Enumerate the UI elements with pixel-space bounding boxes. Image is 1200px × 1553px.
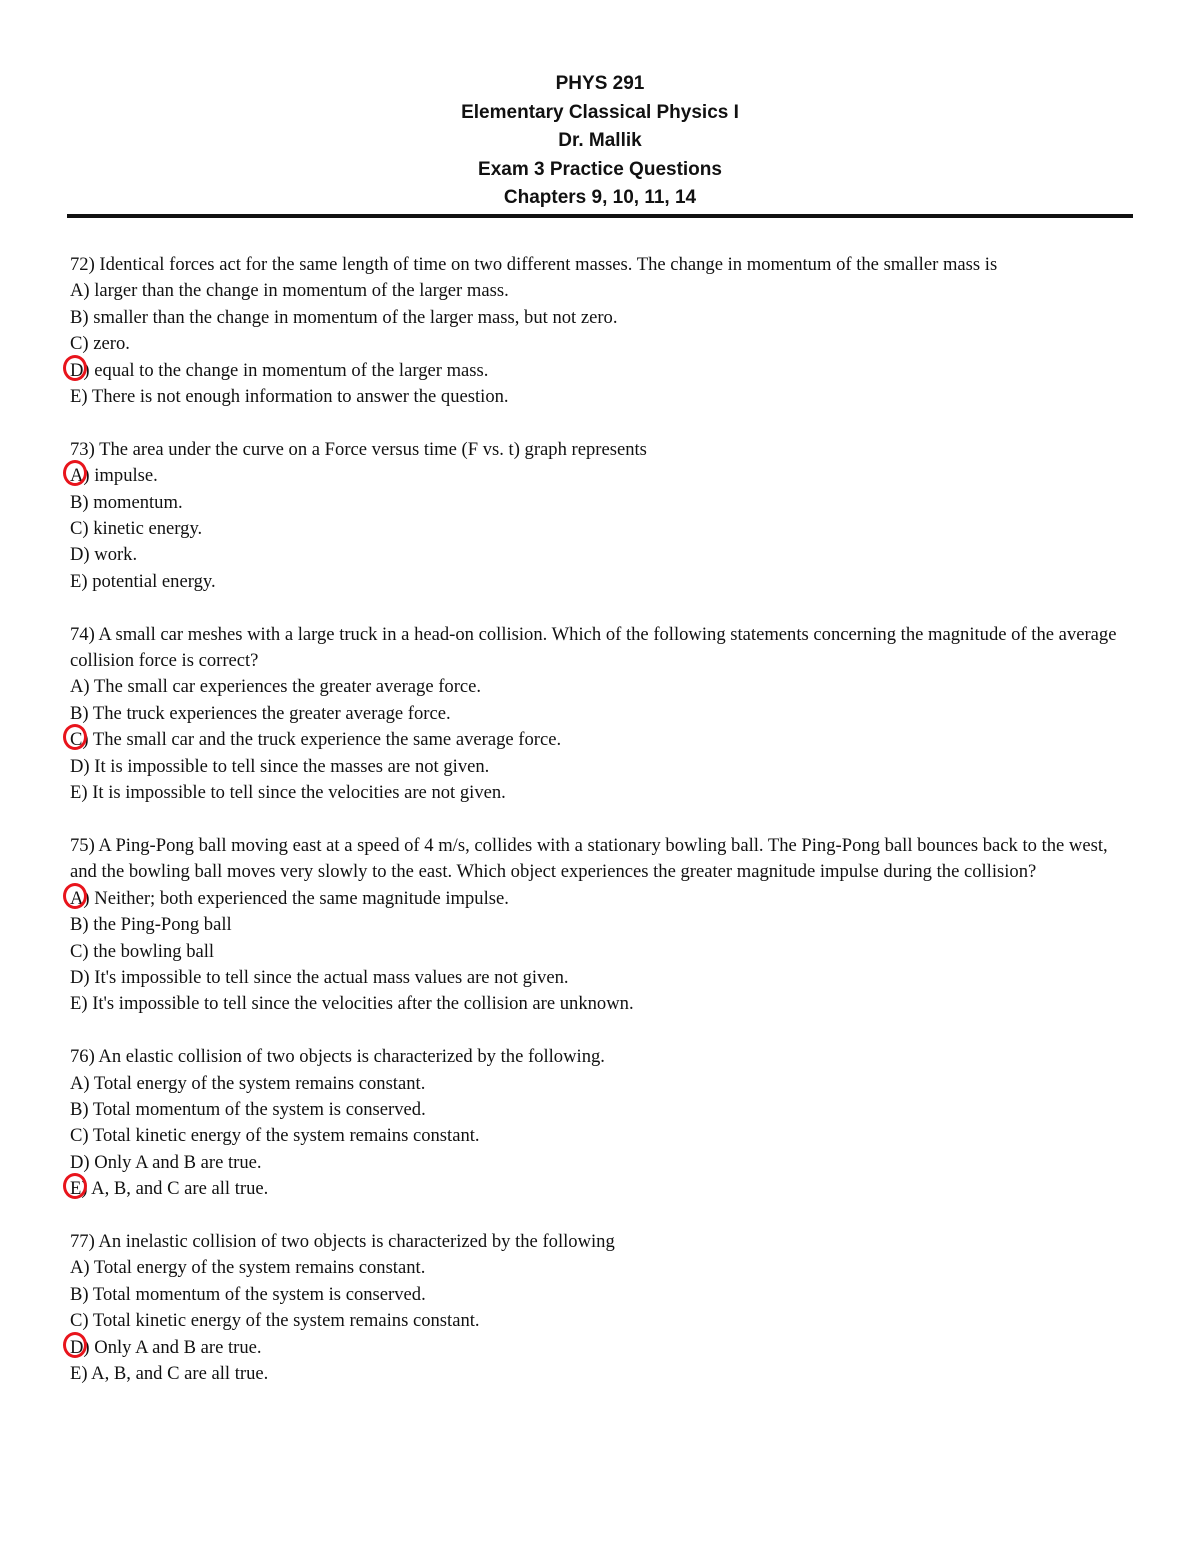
answer-option [70, 939, 1130, 965]
question-stem: 77) An inelastic collision of two objects is characterized by the following [70, 1230, 615, 1252]
answer-option [70, 278, 1130, 304]
question-block [70, 252, 1130, 410]
answer-option-text: C) zero. [70, 333, 130, 355]
answer-option-text: D) Only A and B are true. [70, 1151, 262, 1173]
answer-option-text: B) momentum. [70, 491, 183, 513]
answer-option [70, 358, 1130, 384]
answer-option-text: E) A, B, and C are all true. [70, 1362, 269, 1384]
answer-option [70, 1335, 1130, 1361]
answer-option-text: E) A, B, and C are all true. [70, 1178, 269, 1200]
question-stem: 75) A Ping-Pong ball moving east at a speed of 4 m/s, collides with a stationary bowling ball. The Ping-Pong ball bounces back to the west, and the bowling ball moves very slowly to the east. Which object experiences the greater magnitude impulse during the collision? [70, 834, 1108, 883]
answer-option-text: D) It is impossible to tell since the masses are not given. [70, 755, 490, 777]
question-block [70, 1044, 1130, 1202]
course-title: Elementary Classical Physics I [461, 101, 739, 123]
answer-option-text: B) smaller than the change in momentum of the larger mass, but not zero. [70, 306, 618, 328]
answer-option-text: C) The small car and the truck experience the same average force. [70, 729, 562, 751]
question-stem: 72) Identical forces act for the same length of time on two different masses. The change in momentum of the smaller mass is [70, 254, 998, 275]
answer-option [70, 384, 1130, 410]
answer-option [70, 516, 1130, 542]
answer-option-text: A) Total energy of the system remains constant. [70, 1072, 426, 1094]
answer-option-text: B) Total momentum of the system is conserved. [70, 1283, 426, 1305]
answer-option [70, 780, 1130, 806]
exam-title: Exam 3 Practice Questions [478, 158, 722, 180]
answer-option-text: A) impulse. [70, 465, 158, 487]
answer-option [70, 1282, 1130, 1308]
answer-option [70, 1097, 1130, 1123]
answer-option [70, 701, 1130, 727]
answer-option [70, 1123, 1130, 1149]
answer-option [70, 1176, 1130, 1202]
answer-option-text: B) Total momentum of the system is conserved. [70, 1098, 426, 1120]
answer-option-text: D) Only A and B are true. [70, 1336, 262, 1358]
document-header [0, 70, 1200, 213]
chapters-line: Chapters 9, 10, 11, 14 [503, 187, 697, 208]
answer-option-text: A) The small car experiences the greater average force. [70, 676, 482, 698]
answer-option [70, 305, 1130, 331]
questions-list [70, 252, 1130, 1414]
answer-option [70, 490, 1130, 516]
answer-option [70, 1071, 1130, 1097]
answer-option [70, 886, 1130, 912]
answer-option-text: A) Neither; both experienced the same magnitude impulse. [70, 887, 509, 909]
question-stem: 74) A small car meshes with a large truck in a head-on collision. Which of the following statements concerning the magnitude of the average collision force is correct? [70, 623, 1117, 672]
answer-option [70, 912, 1130, 938]
answer-option [70, 1308, 1130, 1334]
answer-option-text: D) work. [70, 544, 138, 566]
answer-option-text: E) There is not enough information to answer the question. [70, 386, 509, 408]
answer-option [70, 463, 1130, 489]
question-block [70, 622, 1130, 807]
answer-option-text: C) Total kinetic energy of the system remains constant. [70, 1125, 480, 1147]
answer-option [70, 1150, 1130, 1176]
answer-option [70, 965, 1130, 991]
answer-option [70, 1361, 1130, 1387]
answer-option-text: D) equal to the change in momentum of the larger mass. [70, 359, 489, 381]
answer-option [70, 542, 1130, 568]
answer-option-text: B) the Ping-Pong ball [70, 914, 232, 936]
answer-option [70, 331, 1130, 357]
answer-option [70, 727, 1130, 753]
answer-option [70, 1255, 1130, 1281]
answer-option-text: E) potential energy. [70, 570, 216, 592]
question-block [70, 1229, 1130, 1387]
answer-option-text: C) Total kinetic energy of the system remains constant. [70, 1310, 480, 1332]
answer-option-text: C) the bowling ball [70, 940, 215, 962]
answer-option-text: E) It's impossible to tell since the velocities after the collision are unknown. [70, 993, 634, 1015]
answer-option-text: D) It's impossible to tell since the actual mass values are not given. [70, 966, 569, 988]
answer-option-text: A) larger than the change in momentum of the larger mass. [70, 280, 509, 302]
answer-option [70, 991, 1130, 1017]
question-block [70, 833, 1130, 1018]
question-stem: 73) The area under the curve on a Force versus time (F vs. t) graph represents [70, 438, 647, 460]
course-code: PHYS 291 [555, 73, 645, 94]
answer-option-text: A) Total energy of the system remains constant. [70, 1257, 426, 1279]
question-stem: 76) An elastic collision of two objects is characterized by the following. [70, 1046, 605, 1068]
header-divider [67, 214, 1133, 218]
answer-option-text: B) The truck experiences the greater average force. [70, 702, 451, 724]
question-block [70, 437, 1130, 595]
answer-option [70, 754, 1130, 780]
answer-option-text: E) It is impossible to tell since the velocities are not given. [70, 782, 506, 804]
answer-option-text: C) kinetic energy. [70, 518, 203, 540]
instructor-name: Dr. Mallik [558, 130, 642, 151]
answer-option [70, 569, 1130, 595]
answer-option [70, 674, 1130, 700]
